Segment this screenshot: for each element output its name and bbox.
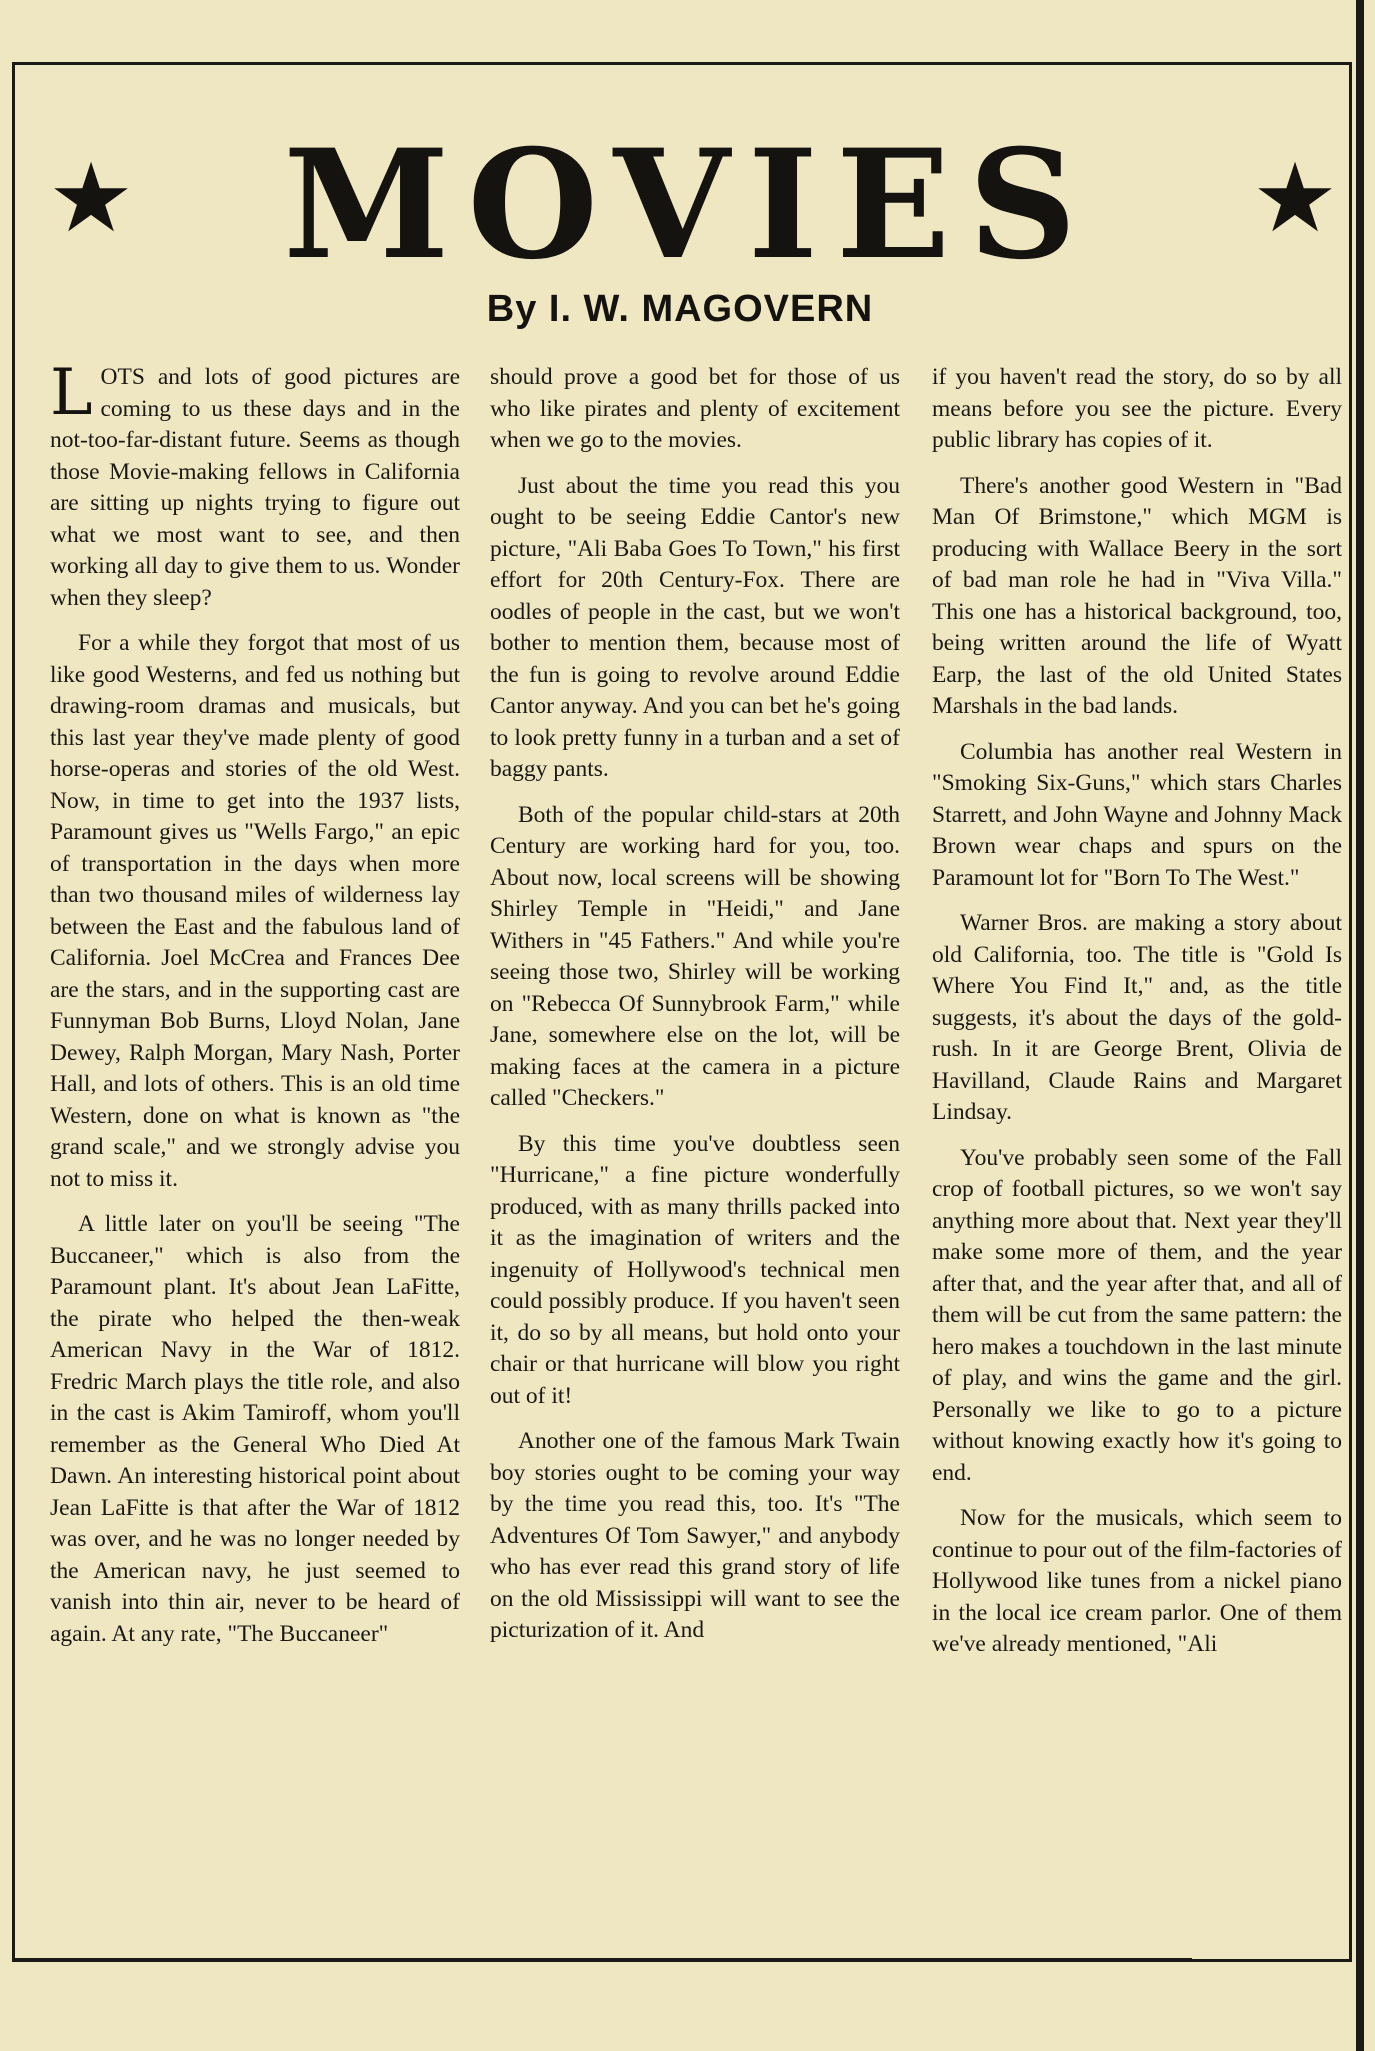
article-paragraph-5: Both of the popular child-stars at 20th Century are working hard for you, too. About now, local screens will be showing Shirley Temple in "Heidi," and Jane Withers in "45 Fathers." And while you're seeing those two, Shirley will be working on "Rebecca Of Sunnybrook Farm," while Jane, somewhere else on the lot, will be making faces at the camera in a picture called "Checkers." xyxy=(490,801,900,1111)
drop-cap: L xyxy=(50,362,93,430)
byline: By I. W. MAGOVERN xyxy=(486,288,874,330)
bottom-rule xyxy=(12,1958,1192,1961)
article-paragraph-7-end: if you haven't read the story, do so by all means before you see the picture. Every public library has copies of it. xyxy=(932,364,1342,453)
article-paragraph-9: Columbia has another real Western in "Smoking Six-Guns," which stars Charles Starrett, and John Wayne and Johnny Mack Brown wear chaps and spurs on the Paramount lot for "Born To The West." xyxy=(932,738,1342,891)
star-right-icon: ★ xyxy=(1252,142,1339,254)
article-column-1 xyxy=(50,362,460,1912)
article-paragraph-3-end: should prove a good bet for those of us who like pirates and plenty of excitement when we go to the movies. xyxy=(490,364,900,453)
article-paragraph-4: Just about the time you read this you ought to be seeing Eddie Cantor's new picture, "Ali Baba Goes To Town," his first effort for 20th Century-Fox. There are oodles of people in the cast, but we won't bother to mention them, because most of the fun is going to revolve around Eddie Cantor anyway. And you can bet he's going to look pretty funny in a turban and a set of baggy pants. xyxy=(490,472,900,782)
article-column-3 xyxy=(932,362,1342,1912)
page-title: MOVIES xyxy=(283,117,1095,293)
article-column-2 xyxy=(490,362,900,1912)
star-left-icon: ★ xyxy=(48,142,135,254)
article-paragraph-6: By this time you've doubtless seen "Hurricane," a fine picture wonderfully produced, with as many thrills packed into it as the imagination of writers and the ingenuity of Hollywood's technical men could possibly produce. If you haven't seen it, do so by all means, but hold onto your chair or that hurricane will blow you right out of it! xyxy=(490,1130,900,1409)
article-paragraph-1 xyxy=(50,362,460,614)
paragraph-text: OTS and lots of good pictures are coming to us these days and in the not-too-far-distant future. Seems as though those Movie-making fellows in California are sitting up nights trying to figure out what we most want to see, and then working all day to give them to us. Wonder when they sleep? xyxy=(50,364,460,611)
article-paragraph-7-start: Another one of the famous Mark Twain boy stories ought to be coming your way by the time you read this, too. It's "The Adventures Of Tom Sawyer," and anybody who has ever read this grand story of life on the old Mississippi will want to see the picturization of it. And xyxy=(490,1428,900,1643)
article-paragraph-12: Now for the musicals, which seem to continue to pour out of the film-factories of Hollywood like tunes from a nickel piano in the local ice cream parlor. One of them we've already mentioned, "Ali xyxy=(932,1505,1342,1657)
article-paragraph-3-start: A little later on you'll be seeing "The Buccaneer," which is also from the Paramount plant. It's about Jean LaFitte, the pirate who helped the then-weak American Navy in the War of 1812. Fredric March plays the title role, and also in the cast is Akim Tamiroff, whom you'll remember as the General Who Died At Dawn. An interesting historical point about Jean LaFitte is that after the War of 1812 was over, and he was no longer needed by the American navy, he just seemed to vanish into thin air, never to be heard of again. At any rate, "The Buccaneer" xyxy=(50,1211,460,1647)
masthead xyxy=(0,110,1360,300)
article-paragraph-11: You've probably seen some of the Fall crop of football pictures, so we won't say anything more about that. Next year they'll make some more of them, and the year after that, and the year after that, and all of them will be cut from the same pattern: the hero makes a touchdown in the last minute of play, and wins the game and the girl. Personally we like to go to a picture without knowing exactly how it's going to end. xyxy=(932,1144,1342,1486)
article-paragraph-8: There's another good Western in "Bad Man Of Brimstone," which MGM is producing with Wallace Beery in the sort of bad man role he had in "Viva Villa." This one has a historical background, too, being written around the life of Wyatt Earp, the last of the old United States Marshals in the bad lands. xyxy=(932,472,1342,719)
article-paragraph-2: For a while they forgot that most of us like good Westerns, and fed us nothing but drawing-room dramas and musicals, but this last year they've made plenty of good horse-operas and stories of the old West. Now, in time to get into the 1937 lists, Paramount gives us "Wells Fargo," an epic of transportation in the days when more than two thousand miles of wilderness lay between the East and the fabulous land of California. Joel McCrea and Frances Dee are the stars, and in the supporting cast are Funnyman Bob Burns, Lloyd Nolan, Jane Dewey, Ralph Morgan, Mary Nash, Porter Hall, and lots of others. This is an old time Western, done on what is known as "the grand scale," and we strongly advise you not to miss it. xyxy=(50,630,460,1192)
article-paragraph-10: Warner Bros. are making a story about old California, too. The title is "Gold Is Where You Find It," and, as the title suggests, it's about the days of the gold-rush. In it are George Brent, Olivia de Havilland, Claude Rains and Margaret Lindsay. xyxy=(932,910,1342,1125)
